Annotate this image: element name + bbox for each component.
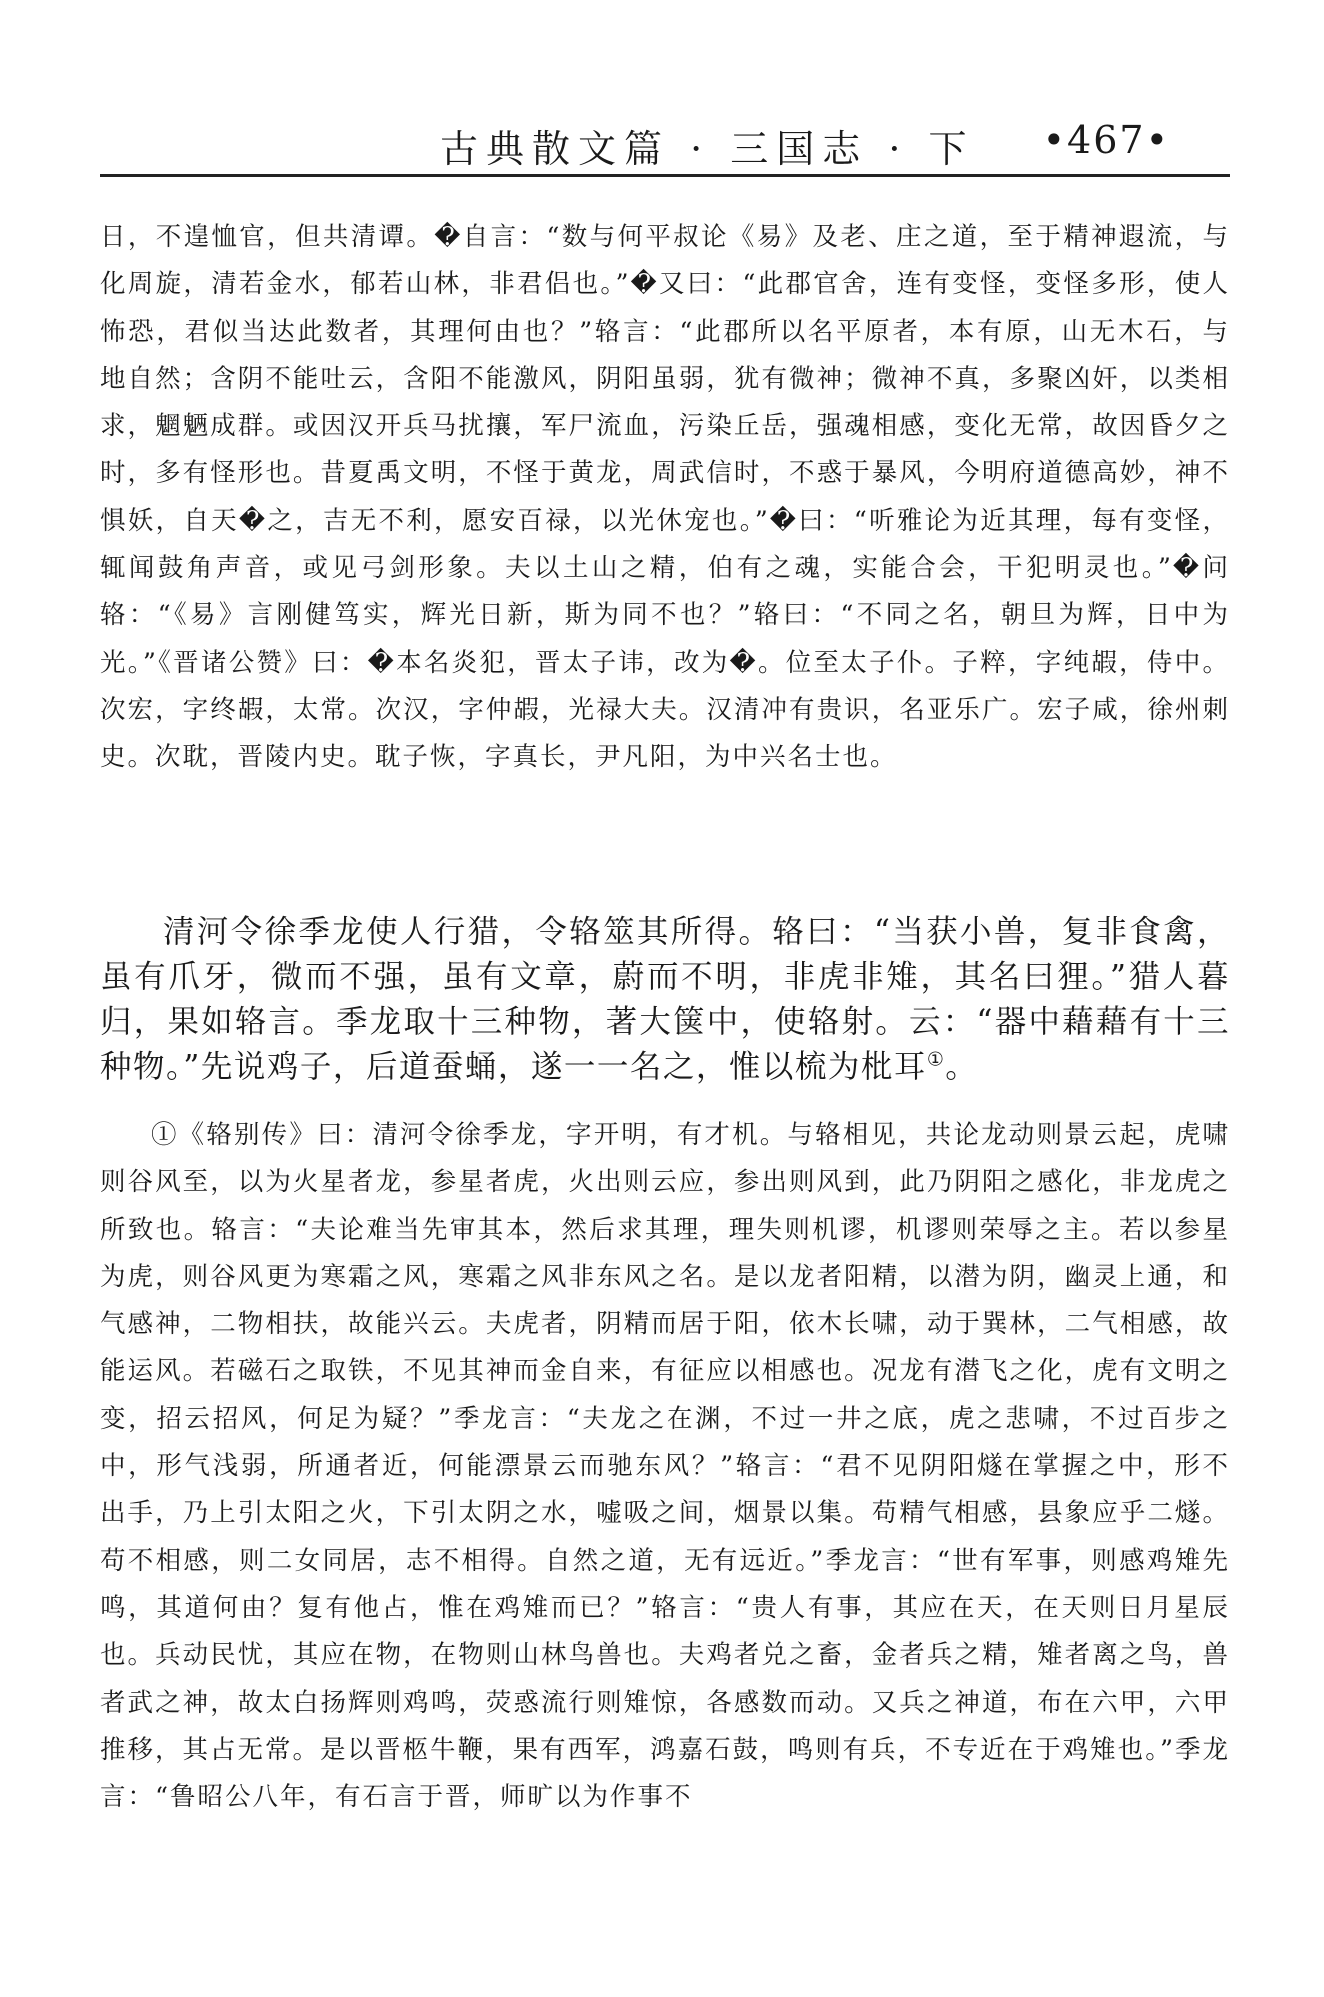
commentary-paragraph: 日，不遑恤官，但共清谭。�自言：“数与何平叔论《易》及老、庄之道，至于精神遐流，与化周旋，清若金水，郁若山林，非君侣也。”�又曰：“此郡官舍，连有变怪，变怪多形，使人怖恐，君似当达此数者，其理何由也？”辂言：“此郡所以名平原者，本有原，山无木石，与地自然；含阴不能吐云，含阳不能激风，阴阳虽弱，犹有微神；微神不真，多聚凶奸，以类相求，魍魉成群。或因汉开兵马扰攘，军尸流血，污染丘岳，强魂相感，变化无常，故因昏夕之时，多有怪形也。昔夏禹文明，不怪于黄龙，周武信时，不惑于暴风，今明府道德高妙，神不惧妖，自天�之，吉无不利，愿安百禄，以光休宠也。”�曰：“听雅论为近其理，每有变怪，辄闻鼓角声音，或见弓剑形象。夫以土山之精，伯有之魂，实能合会，干犯明灵也。”�问辂：“《易》言刚健笃实，辉光日新，斯为同不也？”辂曰：“不同之名，朝旦为辉，日中为光。”《晋诸公赞》曰：�本名炎犯，晋太子讳，改为�。位至太子仆。子粹，字纯嘏，侍中。次宏，字终嘏，太常。次汉，字仲嘏，光禄大夫。汉清冲有贵识，名亚乐广。宏子咸，徐州刺史。次耽，晋陵内史。耽子恢，字真长，尹凡阳，为中兴名士也。 [100, 222, 1230, 773]
header-title: 古典散文篇 · 三国志 · 下 [440, 127, 975, 171]
main-text-paragraph: 清河令徐季龙使人行猎，令辂筮其所得。辂曰：“当获小兽，复非食禽，虽有爪牙，微而不强，虽有文章，蔚而不明，非虎非雉，其名曰狸。”猎人暮归，果如辂言。季龙取十三种物，著大箧中，使辂射。云：“器中藉藉有十三种物。”先说鸡子，后道蚕蛹，遂一一名之，惟以梳为枇耳①。 [100, 914, 1230, 1085]
main-text: 清河令徐季龙使人行猎，令辂筮其所得。辂曰：“当获小兽，复非食禽，虽有爪牙，微而不强，虽有文章，蔚而不明，非虎非雉，其名曰狸。”猎人暮归，果如辂言。季龙取十三种物，著大箧中，使辂射。云：“器中藉藉有十三种物。”先说鸡子，后道蚕蛹，遂一一名之，惟以梳为枇耳 [100, 914, 1230, 1085]
page-number: •467• [1042, 118, 1170, 162]
footnote-paragraph: ①《辂别传》曰：清河令徐季龙，字开明，有才机。与辂相见，共论龙动则景云起，虎啸则谷风至，以为火星者龙，参星者虎，火出则云应，参出则风到，此乃阴阳之感化，非龙虎之所致也。辂言：“夫论难当先审其本，然后求其理，理失则机谬，机谬则荣辱之主。若以参星为虎，则谷风更为寒霜之风，寒霜之风非东风之名。是以龙者阳精，以潜为阴，幽灵上通，和气感神，二物相扶，故能兴云。夫虎者，阴精而居于阳，依木长啸，动于巽林，二气相感，故能运风。若磁石之取铁，不见其神而金自来，有征应以相感也。况龙有潜飞之化，虎有文明之变，招云招风，何足为疑？”季龙言：“夫龙之在渊，不过一井之底，虎之悲啸，不过百步之中，形气浅弱，所通者近，何能漂景云而驰东风？”辂言：“君不见阴阳燧在掌握之中，形不出手，乃上引太阳之火，下引太阴之水，嘘吸之间，烟景以集。苟精气相感，县象应乎二燧。苟不相感，则二女同居，志不相得。自然之道，无有远近。”季龙言：“世有军事，则感鸡雉先鸣，其道何由？复有他占，惟在鸡雉而已？”辂言：“贵人有事，其应在天，在天则日月星辰也。兵动民忧，其应在物，在物则山林鸟兽也。夫鸡者兑之畜，金者兵之精，雉者离之鸟，兽者武之神，故太白扬辉则鸡鸣，荧惑流行则雉惊，各感数而动。又兵之神道，布在六甲，六甲推移，其占无常。是以晋柩牛鞭，果有西军，鸿嘉石鼓，鸣则有兵，不专近在于鸡雉也。”季龙言：“鲁昭公八年，有石言于晋，师旷以为作事不 [100, 1120, 1230, 1813]
footnote-marker: ① [926, 1048, 946, 1071]
header-rule [100, 174, 1230, 177]
running-header [100, 110, 1230, 176]
